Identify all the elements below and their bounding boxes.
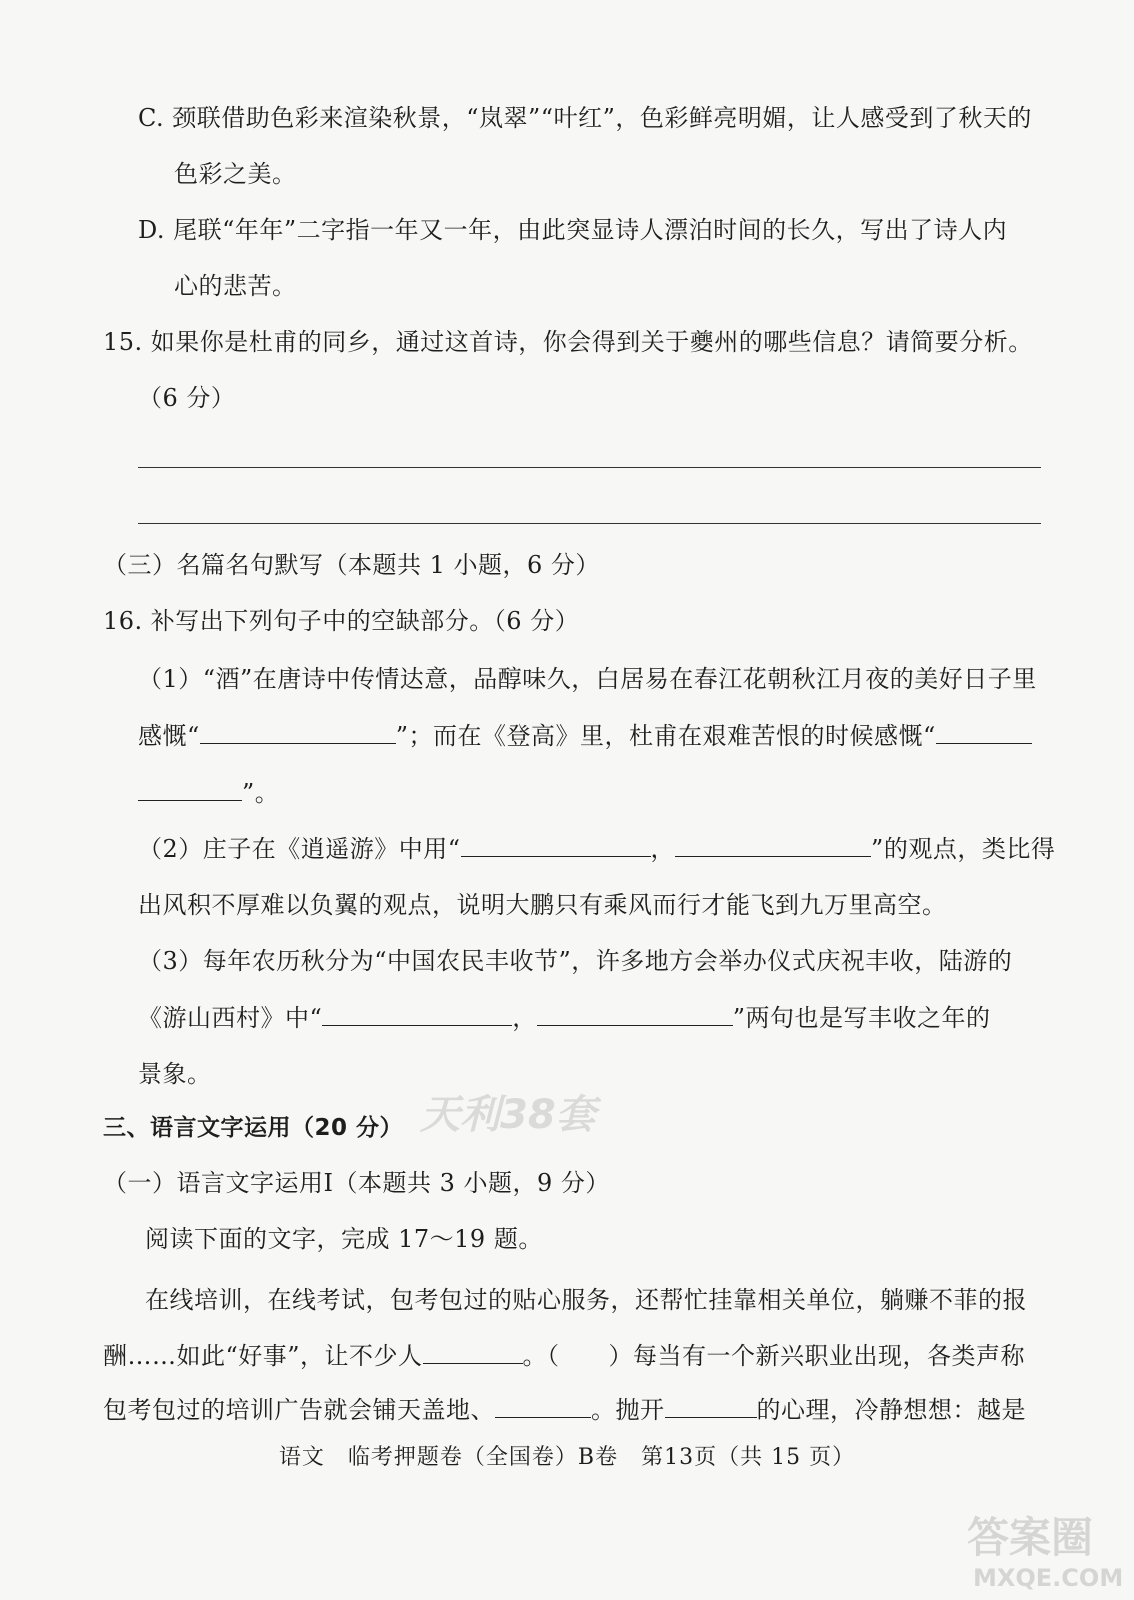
part-3-heading: 三、语言文字运用（20 分） [103, 1115, 404, 1141]
fill-blank-1[interactable] [200, 721, 396, 744]
fill-blank-7[interactable] [423, 1341, 523, 1364]
part-3-subheading: （一）语言文字运用Ⅰ（本题共 3 小题，9 分） [103, 1169, 610, 1197]
q16-part3-line1: （3）每年农历秋分为“中国农民丰收节”，许多地方会举办仪式庆祝丰收，陆游的 [138, 947, 1013, 975]
reading-instruction: 阅读下面的文字，完成 17～19 题。 [145, 1225, 543, 1253]
q16-part1-text-c: ”。 [242, 779, 280, 807]
q16-part1-line3 [138, 776, 279, 810]
option-d-line1: D. 尾联“年年”二字指一年又一年，由此突显诗人漂泊时间的长久，写出了诗人内 [138, 216, 1008, 244]
passage-text-3a: 包考包过的培训广告就会铺天盖地、 [103, 1396, 495, 1424]
option-c-line1: C. 颈联借助色彩来渲染秋景，“岚翠”“叶红”，色彩鲜亮明媚，让人感受到了秋天的 [138, 104, 1032, 132]
answer-line-2[interactable] [138, 523, 1041, 524]
answer-line-1[interactable] [138, 467, 1041, 468]
fill-blank-3[interactable] [461, 834, 651, 857]
q16-part2-comma: ， [650, 835, 676, 863]
page-footer: 语文 临考押题卷（全国卷）B卷 第13页（共 15 页） [278, 1445, 856, 1470]
q16-part1-line2 [138, 719, 1032, 753]
q16-part1-line1: （1）“酒”在唐诗中传情达意，品醇味久，白居易在春江花朝秋江月夜的美好日子里 [138, 665, 1037, 693]
fill-blank-5[interactable] [322, 1003, 512, 1026]
fill-blank-2a[interactable] [936, 721, 1032, 744]
q16-part2-text-b: ”的观点，类比得 [871, 835, 1056, 863]
q16-part3-text-a: 《游山西村》中“ [138, 1004, 323, 1032]
q16-part3-line3: 景象。 [138, 1060, 212, 1088]
fill-blank-6[interactable] [537, 1003, 733, 1026]
fill-blank-9[interactable] [665, 1395, 757, 1418]
q16-part2-text-a: （2）庄子在《逍遥游》中用“ [138, 835, 461, 863]
site-watermark-top: 答案圈 [967, 1513, 1094, 1562]
passage-text-3b: 。抛开 [591, 1396, 665, 1424]
passage-line-1: 在线培训，在线考试，包考包过的贴心服务，还帮忙挂靠相关单位，躺赚不菲的报 [145, 1286, 1027, 1314]
q16-part3-comma: ， [512, 1004, 537, 1032]
passage-text-2b: 。（ ）每当有一个新兴职业出现，各类声称 [522, 1342, 1026, 1370]
q16-part2-line1 [138, 832, 1055, 866]
question-15: 15. 如果你是杜甫的同乡，通过这首诗，你会得到关于夔州的哪些信息？请简要分析。 [103, 328, 1033, 356]
option-c-line2: 色彩之美。 [174, 160, 297, 188]
q16-part3-text-b: ”两句也是写丰收之年的 [732, 1004, 991, 1032]
fill-blank-8[interactable] [495, 1395, 591, 1418]
section-3-heading: （三）名篇名句默写（本题共 1 小题，6 分） [103, 551, 600, 579]
q16-part1-text-a: 感慨“ [138, 722, 200, 750]
watermark-text: 天利38套 [420, 1092, 596, 1138]
fill-blank-2b[interactable] [138, 778, 242, 801]
publisher-watermark-logo [410, 1068, 710, 1188]
q16-part1-text-b: ”；而在《登高》里，杜甫在艰难苦恨的时候感慨“ [395, 722, 936, 750]
question-16: 16. 补写出下列句子中的空缺部分。（6 分） [103, 607, 580, 635]
q16-part2-line2: 出风积不厚难以负翼的观点，说明大鹏只有乘风而行才能飞到九万里高空。 [138, 891, 947, 919]
passage-line-3 [103, 1393, 1026, 1427]
site-watermark-bottom: MXQE.COM [973, 1564, 1124, 1592]
fill-blank-4[interactable] [675, 834, 871, 857]
option-d-line2: 心的悲苦。 [174, 272, 297, 300]
site-watermark-logo [961, 1502, 1126, 1594]
question-15-score: （6 分） [138, 384, 236, 412]
passage-text-2a: 酬……如此“好事”，让不少人 [103, 1342, 423, 1370]
q16-part3-line2 [138, 1001, 991, 1035]
passage-line-2 [103, 1339, 1025, 1373]
passage-text-3c: 的心理，冷静想想：越是 [756, 1396, 1026, 1424]
